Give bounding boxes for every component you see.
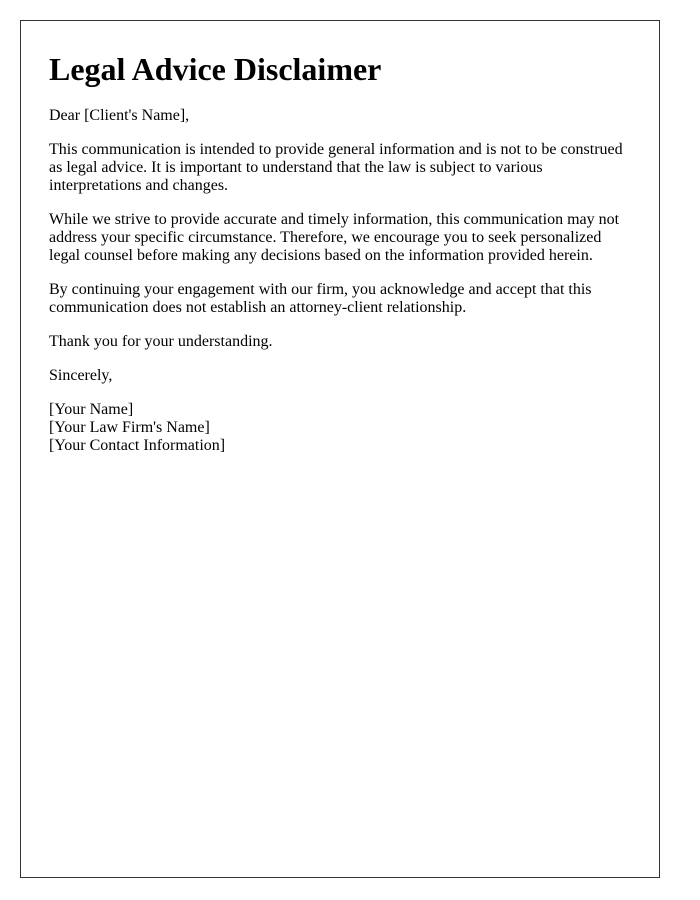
signature-name: [Your Name] xyxy=(49,401,134,418)
signature-block xyxy=(49,401,631,455)
paragraph-acknowledgement: By continuing your engagement with our firm, you acknowledge and accept that this communication does not establish an attorney-client relationship. xyxy=(49,281,592,316)
letter-page xyxy=(20,20,660,878)
paragraph-thanks: Thank you for your understanding. xyxy=(49,333,273,350)
paragraph-accuracy: While we strive to provide accurate and timely information, this communication may not address your specific circumstance. Therefore, we encourage you to seek personalized legal counsel before making any decisions based on the information provided herein. xyxy=(49,211,620,264)
closing: Sincerely, xyxy=(49,367,113,384)
signature-firm: [Your Law Firm's Name] xyxy=(49,419,210,436)
salutation: Dear [Client's Name], xyxy=(49,107,190,124)
document-title: Legal Advice Disclaimer xyxy=(49,51,382,87)
paragraph-intro: This communication is intended to provide general information and is not to be construed as legal advice. It is important to understand that the law is subject to various interpretations and changes. xyxy=(49,141,623,194)
signature-contact: [Your Contact Information] xyxy=(49,437,226,454)
